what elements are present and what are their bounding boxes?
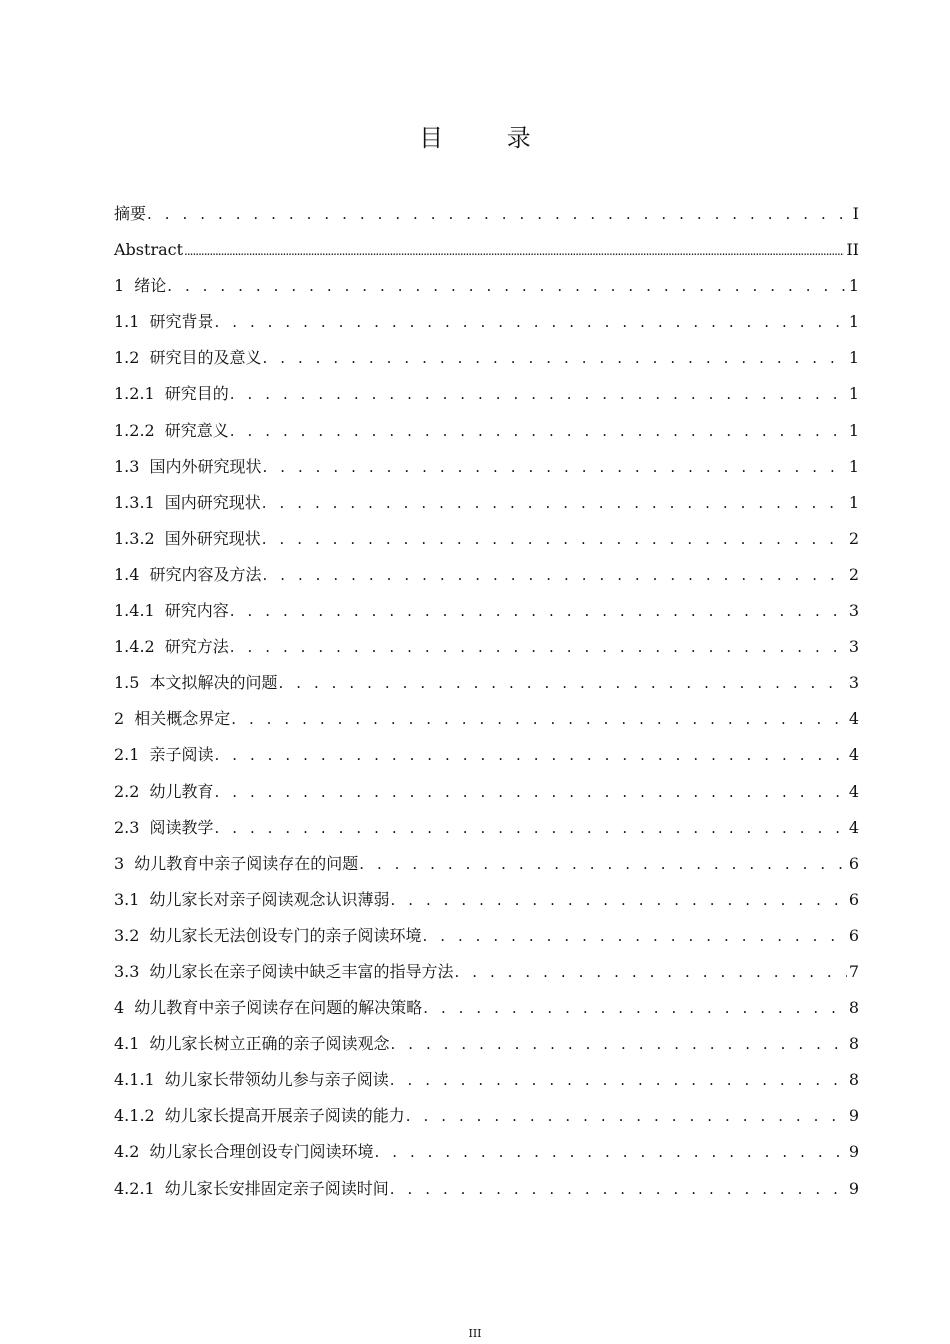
toc-entry-number: 2.3: [114, 817, 140, 837]
toc-entry-page: 7: [848, 961, 859, 981]
toc-entry-page: 4: [848, 817, 859, 837]
toc-entry-number: 1.4.2: [114, 637, 155, 657]
toc-entry-label: 幼儿家长合理创设专门阅读环境: [149, 1142, 374, 1162]
toc-entry-number: 1.4.1: [114, 601, 155, 621]
toc-entry-number: 1.5: [114, 673, 140, 693]
toc-dot-leader: [230, 629, 847, 665]
toc-entry-number: 4.1: [114, 1034, 140, 1054]
toc-entry[interactable]: [114, 340, 859, 376]
toc-entry[interactable]: [114, 701, 859, 737]
toc-entry-number: 1.2: [114, 348, 140, 368]
toc-entry-label: Abstract: [114, 240, 184, 260]
toc-dot-leader: [214, 810, 846, 846]
toc-dot-leader: [454, 954, 846, 990]
toc-entry-label: 研究方法: [164, 637, 229, 657]
toc-entry-label: 研究目的: [164, 384, 229, 404]
toc-entry[interactable]: [114, 521, 859, 557]
toc-entry-label: 研究意义: [164, 420, 229, 440]
toc-entry[interactable]: [114, 737, 859, 773]
toc-dot-leader: [262, 557, 846, 593]
toc-entry[interactable]: [114, 593, 859, 629]
toc-entry-number: 4: [114, 998, 125, 1018]
toc-entry-page: 1: [848, 384, 859, 404]
toc-entry-page: 3: [848, 637, 859, 657]
toc-dot-leader: [406, 1098, 847, 1134]
toc-entry-number: 2: [114, 709, 125, 729]
page-number: III: [468, 1327, 482, 1340]
toc-entry-label: 本文拟解决的问题: [149, 673, 278, 693]
toc-dot-leader: [359, 846, 847, 882]
toc-entry[interactable]: [114, 1026, 859, 1062]
toc-entry-label: 绪论: [134, 276, 167, 296]
toc-dot-leader: [184, 233, 844, 269]
toc-entry-page: 8: [848, 1034, 859, 1054]
toc-entry-label: 幼儿教育中亲子阅读存在的问题: [134, 853, 359, 873]
toc-entry-page: 1: [848, 348, 859, 368]
toc-dot-leader: [423, 990, 847, 1026]
table-of-contents: [114, 196, 859, 1207]
toc-entry[interactable]: [114, 1098, 859, 1134]
toc-entry[interactable]: [114, 774, 859, 810]
toc-entry[interactable]: [114, 376, 859, 412]
toc-entry-number: 1.1: [114, 312, 140, 332]
toc-entry[interactable]: [114, 268, 859, 304]
toc-entry-label: 幼儿家长带领幼儿参与亲子阅读: [164, 1070, 389, 1090]
toc-entry-page: 6: [848, 925, 859, 945]
toc-entry-page: 6: [848, 853, 859, 873]
toc-entry-label: 幼儿家长无法创设专门的亲子阅读环境: [149, 925, 422, 945]
toc-entry-page: 3: [848, 673, 859, 693]
toc-entry-number: 1.4: [114, 564, 140, 584]
toc-entry-label: 幼儿教育中亲子阅读存在问题的解决策略: [134, 998, 423, 1018]
toc-entry-number: 1: [114, 276, 125, 296]
toc-dot-leader: [390, 1062, 847, 1098]
toc-entry-label: 幼儿家长安排固定亲子阅读时间: [164, 1178, 389, 1198]
toc-entry-label: 相关概念界定: [134, 709, 231, 729]
toc-dot-leader: [147, 196, 847, 232]
toc-entry-page: 2: [848, 564, 859, 584]
toc-entry-number: 1.2.2: [114, 420, 155, 440]
toc-entry[interactable]: [114, 1134, 859, 1170]
toc-entry-number: 4.2: [114, 1142, 140, 1162]
toc-dot-leader: [262, 340, 846, 376]
toc-dot-leader: [390, 1171, 847, 1207]
toc-dot-leader: [278, 665, 846, 701]
toc-entry-label: 幼儿家长树立正确的亲子阅读观念: [149, 1034, 390, 1054]
toc-entry-page: 6: [848, 889, 859, 909]
toc-entry-number: 3.3: [114, 961, 140, 981]
toc-dot-leader: [230, 593, 847, 629]
toc-entry-page: 4: [848, 709, 859, 729]
toc-entry[interactable]: [114, 449, 859, 485]
toc-dot-leader: [262, 449, 846, 485]
toc-entry-label: 幼儿家长在亲子阅读中缺乏丰富的指导方法: [149, 961, 454, 981]
toc-entry-page: 9: [848, 1106, 859, 1126]
toc-entry-label: 亲子阅读: [149, 745, 214, 765]
toc-entry[interactable]: [114, 954, 859, 990]
toc-entry[interactable]: [114, 557, 859, 593]
toc-dot-leader: [262, 521, 847, 557]
toc-entry-number: 3.1: [114, 889, 140, 909]
toc-entry[interactable]: [114, 196, 859, 232]
toc-entry-page: 1: [848, 492, 859, 512]
toc-entry-label: 幼儿教育: [149, 781, 214, 801]
toc-entry[interactable]: [114, 304, 859, 340]
toc-entry-label: 摘要: [114, 204, 147, 223]
toc-entry-label: 研究目的及意义: [149, 348, 262, 368]
toc-entry-number: 1.2.1: [114, 384, 155, 404]
toc-entry-number: 4.1.1: [114, 1070, 155, 1090]
toc-entry-label: 研究背景: [149, 312, 214, 332]
toc-dot-leader: [214, 774, 846, 810]
toc-dot-leader: [230, 413, 847, 449]
toc-entry-number: 1.3.1: [114, 492, 155, 512]
toc-entry-number: 2.2: [114, 781, 140, 801]
toc-entry-label: 国内研究现状: [164, 492, 261, 512]
toc-dot-leader: [214, 737, 846, 773]
toc-dot-leader: [390, 1026, 846, 1062]
toc-entry-number: 3.2: [114, 925, 140, 945]
toc-entry-page: 9: [848, 1142, 859, 1162]
toc-entry-number: 4.1.2: [114, 1106, 155, 1126]
toc-entry-number: 3: [114, 853, 125, 873]
toc-entry-label: 幼儿家长对亲子阅读观念认识薄弱: [149, 889, 390, 909]
toc-entry-page: 8: [848, 1070, 859, 1090]
toc-dot-leader: [374, 1134, 846, 1170]
toc-entry-page: 4: [848, 745, 859, 765]
toc-entry-page: I: [852, 204, 859, 223]
toc-entry[interactable]: [114, 882, 859, 918]
toc-entry-number: 1.3: [114, 456, 140, 476]
toc-entry-label: 研究内容: [164, 601, 229, 621]
toc-dot-leader: [422, 918, 846, 954]
toc-dot-leader: [262, 485, 847, 521]
toc-entry-page: 9: [848, 1178, 859, 1198]
toc-entry[interactable]: [114, 846, 859, 882]
toc-entry[interactable]: [114, 629, 859, 665]
toc-entry-label: 幼儿家长提高开展亲子阅读的能力: [164, 1106, 405, 1126]
toc-dot-leader: [231, 701, 847, 737]
toc-entry-label: 研究内容及方法: [149, 564, 262, 584]
toc-entry-number: 1.3.2: [114, 528, 155, 548]
toc-entry[interactable]: [114, 810, 859, 846]
toc-entry-label: 国外研究现状: [164, 528, 261, 548]
toc-entry[interactable]: [114, 413, 859, 449]
toc-entry-number: 4.2.1: [114, 1178, 155, 1198]
toc-entry[interactable]: [114, 665, 859, 701]
toc-dot-leader: [167, 268, 847, 304]
toc-entry[interactable]: [114, 1062, 859, 1098]
toc-entry-number: 2.1: [114, 745, 140, 765]
toc-entry[interactable]: [114, 232, 859, 268]
toc-entry-page: 8: [848, 998, 859, 1018]
toc-entry-page: 3: [848, 601, 859, 621]
toc-entry-page: 1: [848, 456, 859, 476]
toc-entry-page: II: [846, 240, 859, 260]
toc-dot-leader: [390, 882, 846, 918]
toc-entry-page: 2: [848, 528, 859, 548]
toc-entry-label: 国内外研究现状: [149, 456, 262, 476]
toc-entry[interactable]: [114, 1171, 859, 1207]
toc-entry[interactable]: [114, 918, 859, 954]
toc-entry[interactable]: [114, 485, 859, 521]
toc-entry-page: 1: [848, 312, 859, 332]
toc-entry[interactable]: [114, 990, 859, 1026]
toc-dot-leader: [230, 376, 847, 412]
toc-entry-page: 1: [848, 276, 859, 296]
page-title: 目 录: [419, 124, 559, 152]
toc-entry-label: 阅读教学: [149, 817, 214, 837]
toc-entry-page: 4: [848, 781, 859, 801]
toc-entry-page: 1: [848, 420, 859, 440]
toc-dot-leader: [214, 304, 846, 340]
